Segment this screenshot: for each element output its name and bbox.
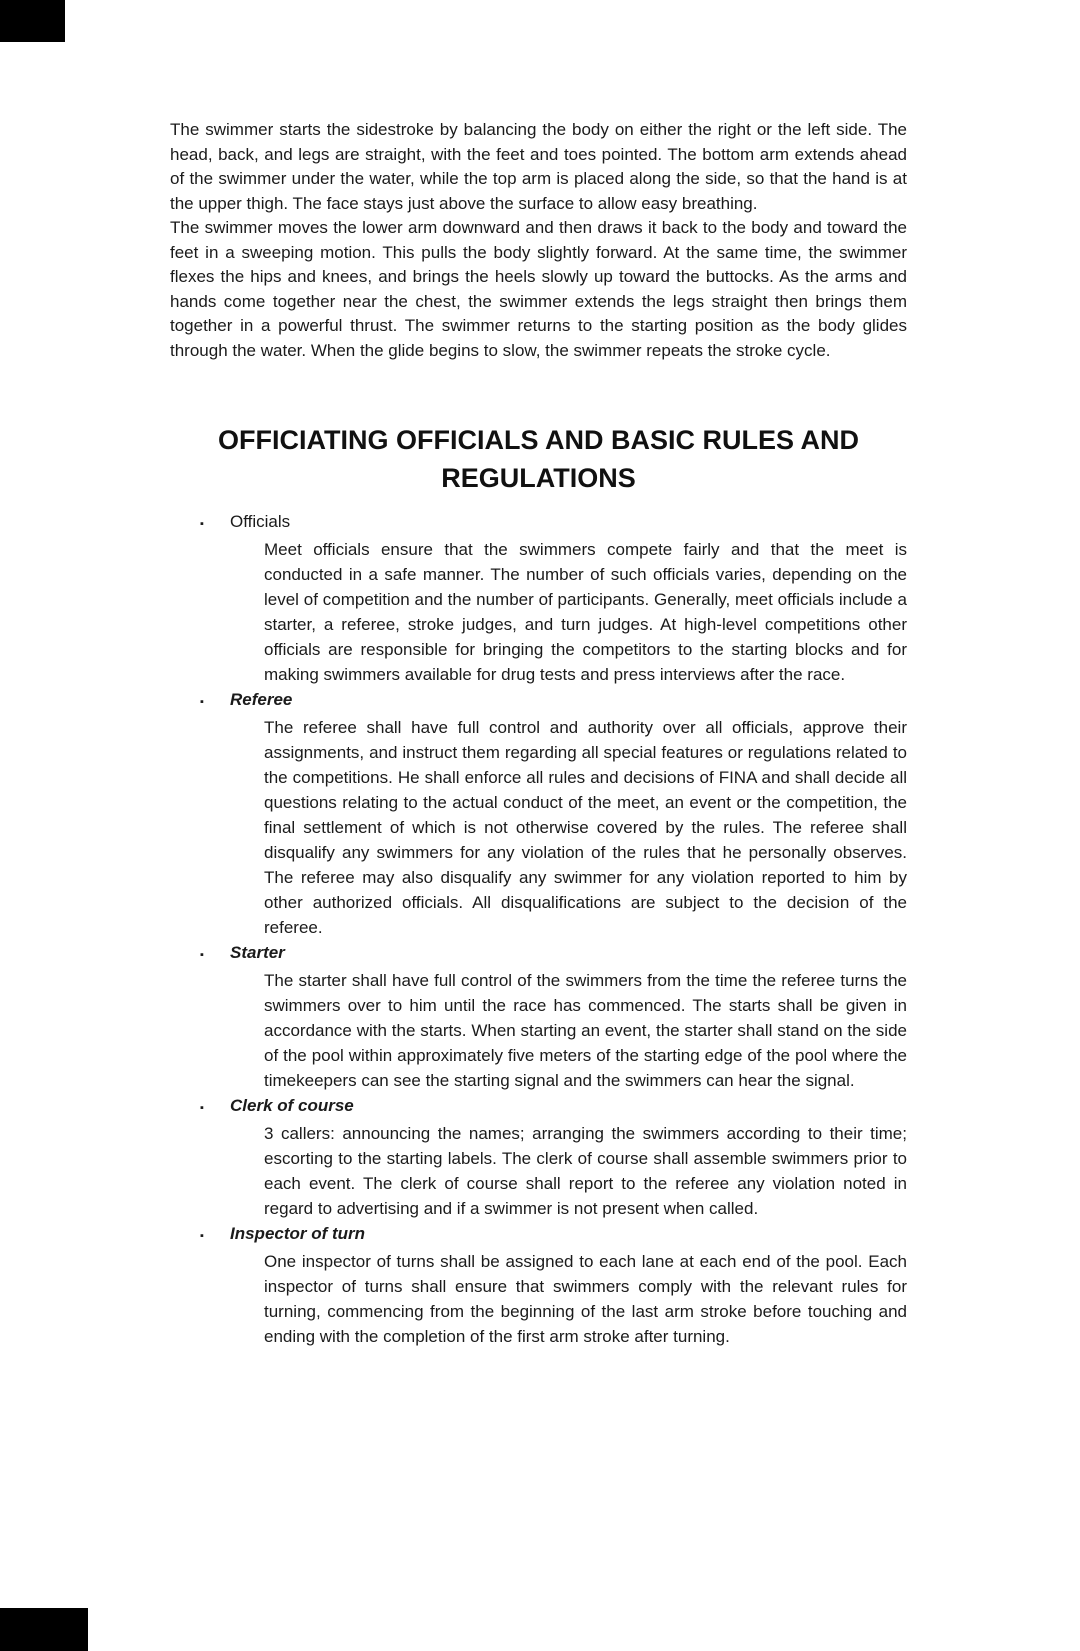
page-title: OFFICIATING OFFICIALS AND BASIC RULES AND REGULATIONS <box>218 425 859 493</box>
bullet-body-referee: The referee shall have full control and authority over all officials, approve their assignments, and instruct them regarding all special features or regulations related to the competitions. He shall enforce all rules and decisions of FINA and shall decide all questions relating to the actual conduct of the meet, an event or the competition, the final settlement of which is not otherwise covered by the rules. The referee shall disqualify any swimmers for any violation of the rules that he personally observes. The referee may also disqualify any swimmer for any violation reported to him by other authorized officials. All disqualifications are subject to the decision of the referee. <box>264 718 907 937</box>
square-bullet-icon: ▪ <box>200 1102 204 1114</box>
paragraph-sidestroke-start: The swimmer starts the sidestroke by balancing the body on either the right or the left side. The head, back, and legs are straight, with the feet and toes pointed. The bottom arm extends ahead of the swimmer under the water, while the top arm is placed along the side, so that the hand is at the upper thigh. The face stays just above the surface to allow easy breathing. <box>170 120 907 213</box>
document-page <box>170 118 907 1349</box>
bullet-body-clerk-of-course: 3 callers: announcing the names; arranging the swimmers according to their time; escorting to the starting labels. The clerk of course shall assemble swimmers prior to each event. The clerk of course shall report to the referee any violation noted in regard to advertising and if a swimmer is not present when called. <box>264 1124 907 1218</box>
list-item-inspector-of-turn <box>170 1221 907 1349</box>
bullet-label-officials: Officials <box>230 512 291 531</box>
bullet-label-referee: Referee <box>230 690 293 709</box>
square-bullet-icon: ▪ <box>200 696 204 708</box>
list-item-referee <box>170 687 907 940</box>
bullet-label-starter: Starter <box>230 943 285 962</box>
bullet-body-officials: Meet officials ensure that the swimmers compete fairly and that the meet is conducted in a safe manner. The number of such officials varies, depending on the level of competition and the number of participants. Generally, meet officials include a starter, a referee, stroke judges, and turn judges. At high-level competitions other officials are responsible for bringing the competitors to the starting blocks and for making swimmers available for drug tests and press interviews after the race. <box>264 540 907 684</box>
bullet-body-inspector-of-turn: One inspector of turns shall be assigned to each lane at each end of the pool. Each inspector of turns shall ensure that swimmers comply with the relevant rules for turning, commencing from the beginning of the last arm stroke before touching and ending with the completion of the first arm stroke after turning. <box>264 1252 907 1346</box>
square-bullet-icon: ▪ <box>200 949 204 961</box>
list-item-starter <box>170 940 907 1093</box>
screen-corner-bottom-left <box>0 1608 88 1651</box>
bullet-label-clerk-of-course: Clerk of course <box>230 1096 354 1115</box>
square-bullet-icon: ▪ <box>200 1230 204 1242</box>
list-item-clerk-of-course <box>170 1093 907 1221</box>
list-item-officials <box>170 509 907 687</box>
screen-corner-top-left <box>0 0 65 42</box>
bullet-label-inspector-of-turn: Inspector of turn <box>230 1224 366 1243</box>
bullet-body-starter: The starter shall have full control of the swimmers from the time the referee turns the swimmers over to him until the race has commenced. The starts shall be given in accordance with the starts. When starting an event, the starter shall stand on the side of the pool within approximately five meters of the starting edge of the pool where the timekeepers can see the starting signal and the swimmers can hear the signal. <box>264 971 907 1090</box>
square-bullet-icon: ▪ <box>200 518 204 530</box>
paragraph-sidestroke-motion: The swimmer moves the lower arm downward and then draws it back to the body and toward the feet in a sweeping motion. This pulls the body slightly forward. At the same time, the swimmer flexes the hips and knees, and brings the heels slowly up toward the buttocks. As the arms and hands come together near the chest, the swimmer extends the legs straight then brings them together in a powerful thrust. The swimmer returns to the starting position as the body glides through the water. When the glide begins to slow, the swimmer repeats the stroke cycle. <box>170 218 907 360</box>
